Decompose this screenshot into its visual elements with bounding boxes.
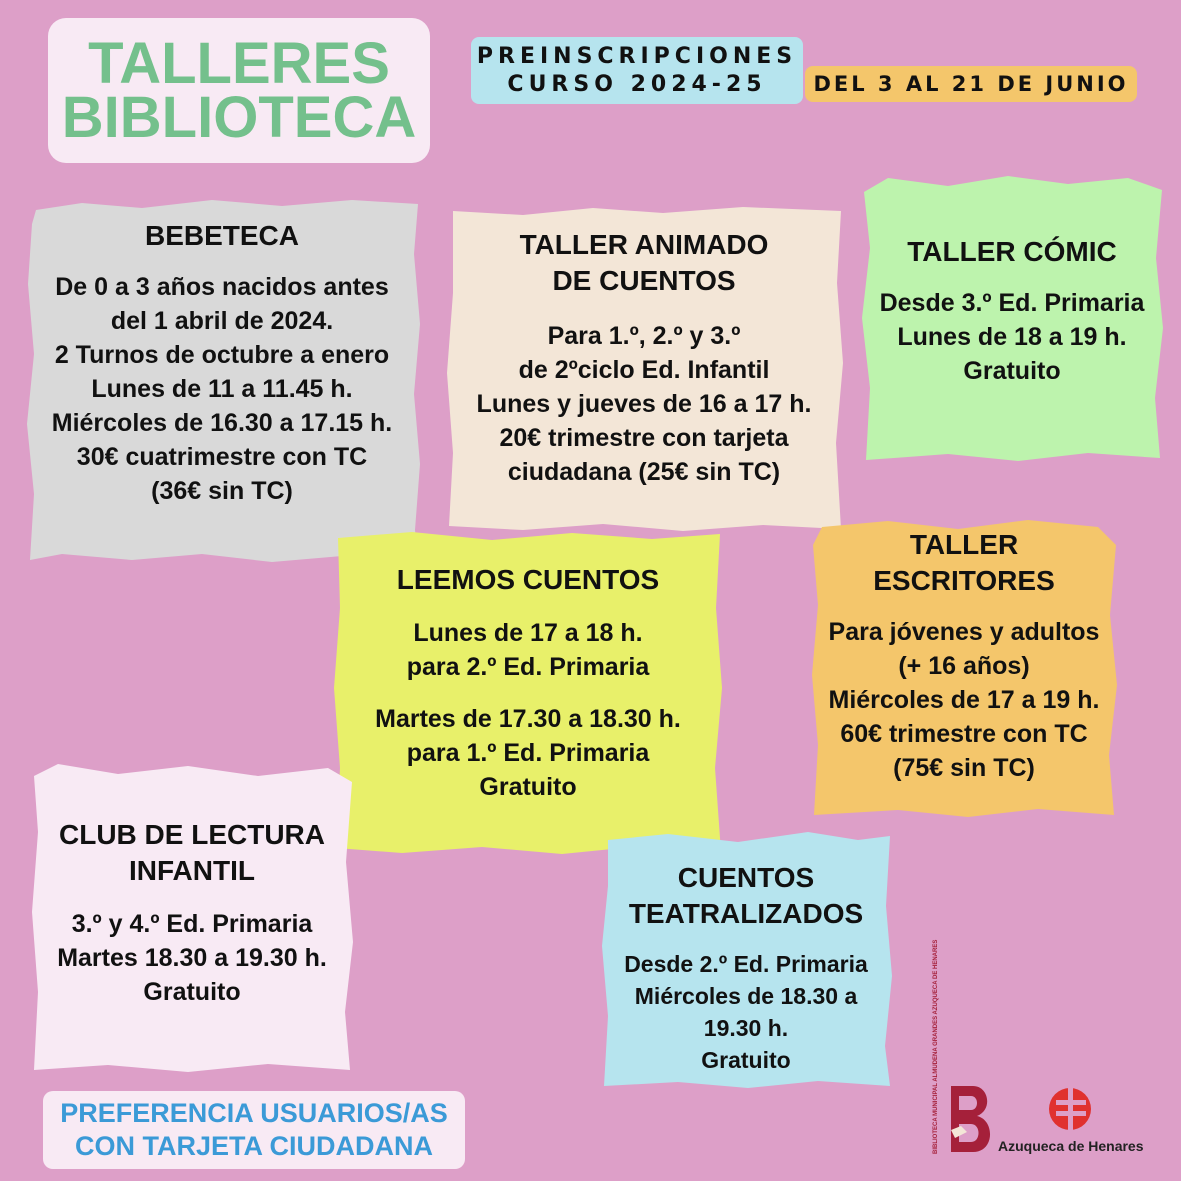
- club-title-line: CLUB DE LECTURA: [59, 819, 325, 850]
- club-card: [28, 817, 356, 1009]
- escritores-line: (+ 16 años): [898, 652, 1030, 680]
- club-line: Martes 18.30 a 19.30 h.: [57, 944, 327, 972]
- teatralizados-line: Desde 2.º Ed. Primaria: [624, 951, 868, 977]
- preregistration-badge: [471, 37, 803, 104]
- bebeteca-title: BEBETECA: [144, 220, 299, 251]
- comic-card: [858, 234, 1166, 388]
- leemos-card: [332, 562, 724, 804]
- title-line-1: TALLERES: [88, 30, 390, 96]
- animado-line: de 2ºciclo Ed. Infantil: [518, 356, 770, 384]
- escritores-line: 60€ trimestre con TC: [840, 720, 1088, 748]
- town-name: Azuqueca de Henares: [998, 1138, 1144, 1154]
- bebeteca-line: Miércoles de 16.30 a 17.15 h.: [51, 409, 393, 437]
- club-line: 3.º y 4.º Ed. Primaria: [71, 910, 313, 938]
- leemos-line: Martes de 17.30 a 18.30 h.: [375, 705, 681, 733]
- teatralizados-card: [598, 860, 894, 1076]
- title-line-2: BIBLIOTECA: [61, 84, 417, 150]
- animado-title-line: DE CUENTOS: [552, 265, 736, 296]
- leemos-line: Lunes de 17 a 18 h.: [413, 619, 643, 647]
- teatralizados-line: Miércoles de 18.30 a: [634, 983, 858, 1009]
- leemos-line: para 1.º Ed. Primaria: [406, 739, 650, 767]
- bebeteca-card: [22, 218, 422, 508]
- escritores-title-line: TALLER: [909, 529, 1019, 560]
- club-line: Gratuito: [143, 978, 241, 1006]
- bebeteca-line: del 1 abril de 2024.: [110, 307, 334, 335]
- club-title-line: INFANTIL: [129, 855, 255, 886]
- leemos-line: Gratuito: [479, 773, 577, 801]
- prereg-line-1: PREINSCRIPCIONES: [476, 43, 798, 69]
- leemos-line: para 2.º Ed. Primaria: [406, 653, 650, 681]
- comic-line: Gratuito: [963, 357, 1061, 385]
- escritores-line: Miércoles de 17 a 19 h.: [828, 686, 1100, 714]
- comic-line: Lunes de 18 a 19 h.: [897, 323, 1127, 351]
- bebeteca-line: (36€ sin TC): [151, 477, 293, 505]
- animado-title-line: TALLER ANIMADO: [519, 229, 769, 260]
- library-logo-text: BIBLIOTECA MUNICIPAL ALMUDENA GRANDES AZUQUECA DE HENARES: [933, 939, 939, 1154]
- leemos-title: LEEMOS CUENTOS: [396, 564, 660, 595]
- library-logo-icon: [925, 939, 997, 1156]
- escritores-card: [808, 527, 1120, 785]
- bebeteca-line: Lunes de 11 a 11.45 h.: [91, 375, 353, 403]
- preference-note: [43, 1091, 465, 1169]
- dates-text: DEL 3 AL 21 DE JUNIO: [813, 72, 1129, 96]
- teatralizados-line: 19.30 h.: [703, 1015, 789, 1041]
- bebeteca-line: 30€ cuatrimestre con TC: [76, 443, 368, 471]
- prereg-line-2: CURSO 2024-25: [507, 71, 767, 97]
- town-emblem-icon: [1038, 1084, 1102, 1134]
- comic-line: Desde 3.º Ed. Primaria: [879, 289, 1145, 317]
- comic-title: TALLER CÓMIC: [907, 236, 1117, 267]
- title-panel: [48, 18, 430, 163]
- dates-badge: [805, 66, 1137, 102]
- preference-line-1: PREFERENCIA USUARIOS/AS: [60, 1098, 448, 1128]
- teatralizados-line: Gratuito: [701, 1047, 791, 1073]
- teatralizados-title-line: TEATRALIZADOS: [628, 898, 864, 929]
- escritores-line: Para jóvenes y adultos: [828, 618, 1100, 646]
- bebeteca-line: De 0 a 3 años nacidos antes: [55, 273, 389, 301]
- animado-line: ciudadana (25€ sin TC): [507, 458, 781, 486]
- animado-line: Para 1.º, 2.º y 3.º: [547, 322, 741, 350]
- bebeteca-line: 2 Turnos de octubre a enero: [54, 341, 390, 369]
- teatralizados-title-line: CUENTOS: [677, 862, 815, 893]
- escritores-title-line: ESCRITORES: [873, 565, 1055, 596]
- animado-line: 20€ trimestre con tarjeta: [499, 424, 789, 452]
- animado-card: [443, 227, 845, 489]
- escritores-line: (75€ sin TC): [893, 754, 1035, 782]
- animado-line: Lunes y jueves de 16 a 17 h.: [476, 390, 812, 418]
- preference-line-2: CON TARJETA CIUDADANA: [75, 1131, 433, 1161]
